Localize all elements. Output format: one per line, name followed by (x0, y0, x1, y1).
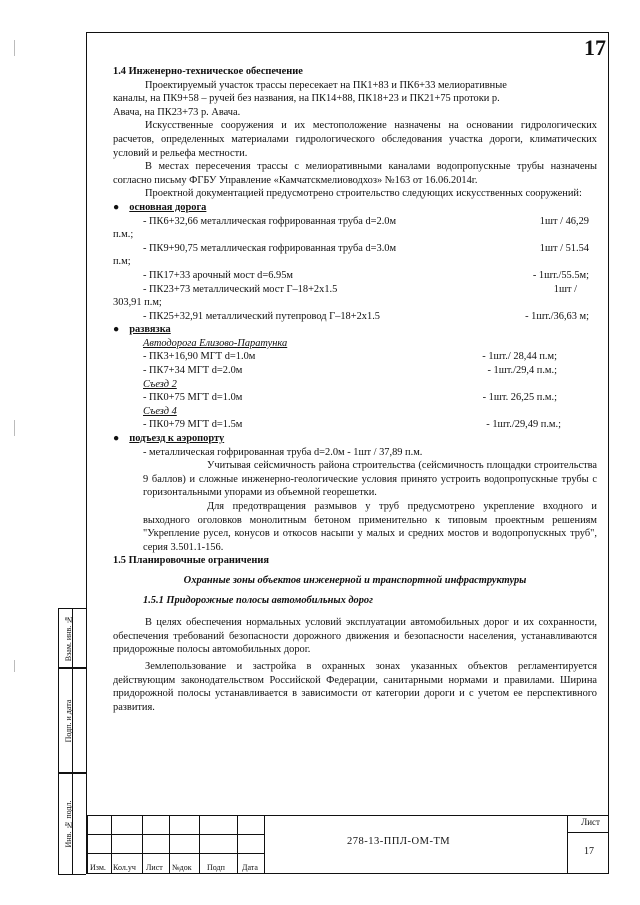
bullet-interchange: ● развязка (113, 324, 171, 336)
sheet-number: 17 (584, 846, 594, 857)
subhead-exit-4: Съезд 4 (143, 405, 177, 417)
stamp-label: №док (172, 863, 192, 872)
list-item: - ПК0+75 МГТ d=1.0м - 1шт. 26,25 п.м.; (143, 392, 557, 404)
paragraph: В местах пересечения трассы с мелиоративными каналами водопропускные трубы назначены согласно письму ФГБУ Управление «Камчатскмелиоводхоз» №163 от 16.06.2014г. (113, 161, 597, 186)
stamp-label: Дата (242, 863, 258, 872)
list-item: - ПК25+32,91 металлический путепровод Г–18+2х1.5 - 1шт./36,63 м; (143, 310, 589, 322)
side-label-inv: Инв. № подл. (64, 800, 73, 848)
stamp-label: Подп (207, 863, 225, 872)
title-block (87, 815, 608, 873)
side-stamp-vzam (58, 608, 86, 668)
list-item: - ПК23+73 металлический мост Г–18+2х1.5 1шт / (143, 283, 577, 295)
document-code: 278-13-ППЛ-ОМ-ТМ (347, 836, 451, 847)
list-item: - металлическая гофрированная труба d=2.0м - 1шт / 37,89 п.м. (143, 446, 423, 458)
subhead-road: Автодорога Елизово-Паратунка (143, 337, 288, 349)
side-stamp-inv (58, 773, 86, 875)
subhead-exit-2: Съезд 2 (143, 378, 177, 390)
stamp-label: Кол.уч (113, 863, 136, 872)
list-item: - ПК7+34 МГТ d=2.0м - 1шт./29,4 п.м.; (143, 365, 557, 377)
bullet-airport: ● подъезд к аэропорту (113, 433, 225, 445)
paragraph: Учитывая сейсмичность района строительства (сейсмичность площадки строительства 9 баллов) и сложные инженерно-геологические условия принято устроить водопропускные трубы с горизонтальными упорами из объемной георешетки. (143, 460, 597, 499)
side-label-vzam: Взам. инв. № (64, 614, 73, 662)
section-subtitle: Охранные зоны объектов инженерной и транспортной инфраструктуры (183, 574, 527, 586)
paragraph: Искусственные сооружения и их местоположение назначены на основании гидрологических расчетов, определенных материалами гидрологического обследования участка дороги, климатических условий и рельефа местности. (113, 120, 597, 159)
page-number-top: 17 (584, 35, 606, 60)
list-item: - ПК9+90,75 металлическая гофрированная труба d=3.0м 1шт / 51.54 (143, 242, 589, 254)
section-title-1-5: 1.5 Планировочные ограничения (113, 555, 269, 567)
paragraph: В целях обеспечения нормальных условий эксплуатации автомобильных дорог и их сохранности, обеспечения требований безопасности дорожного движения и безопасности населения, устанавливаются придорожные полосы автомобильных дорог. (113, 617, 597, 656)
bullet-main-road: ● основная дорога (113, 201, 207, 213)
paragraph: Проектируемый участок трассы пересекает на ПК1+83 и ПК6+33 мелиоративные (145, 79, 507, 91)
page-frame (86, 32, 609, 874)
paragraph: Землепользование и застройка в охранных зонах указанных объектов регламентируется действующим законодательством Российской Федерации, санитарными нормами и правилами. Ширина придорожной полосы устанавливается в зависимости от категории дороги и с учетом ее перспективного развития. (113, 660, 597, 713)
list-item: - ПК6+32,66 металлическая гофрированная труба d=2.0м 1шт / 46,29 (143, 215, 589, 227)
list-item-cont: п.м.; (113, 229, 134, 241)
stamp-label: Изм. (90, 863, 106, 872)
list-item-cont: п.м; (113, 256, 131, 268)
section-title-1-4: 1.4 Инженерно-техническое обеспечение (113, 66, 303, 77)
list-item-cont: 303,91 п.м; (113, 297, 162, 309)
side-stamp-podp (58, 668, 86, 773)
list-item: - ПК3+16,90 МГТ d=1.0м - 1шт./ 28,44 п.м; (143, 351, 557, 363)
list-item: - ПК17+33 арочный мост d=6.95м - 1шт./55.5м; (143, 269, 589, 281)
paragraph: Авача, на ПК23+73 р. Авача. (113, 106, 241, 118)
paragraph: Проектной документацией предусмотрено строительство следующих искусственных сооружений: (145, 188, 582, 200)
sheet-label: Лист (581, 817, 600, 827)
paragraph: каналы, на ПК9+58 – ручей без названия, на ПК14+88, ПК18+23 и ПК21+75 протоки р. (113, 93, 500, 105)
paragraph: Для предотвращения размывов у труб предусмотрено укрепление входного и выходного оголовков монолитным бетоном применительно к типовым проектным решениям "Укрепление русел, конусов и откосов насыпи у малых и средних мостов и водопропускных труб", серия 3.501.1-156. (143, 501, 597, 553)
stamp-label: Лист (146, 863, 163, 872)
document-body (113, 65, 597, 714)
side-label-podp: Подп. и дата (64, 699, 73, 742)
section-title-1-5-1: 1.5.1 Придорожные полосы автомобильных дорог (143, 594, 373, 606)
list-item: - ПК0+79 МГТ d=1.5м - 1шт./29,49 п.м.; (143, 419, 561, 431)
